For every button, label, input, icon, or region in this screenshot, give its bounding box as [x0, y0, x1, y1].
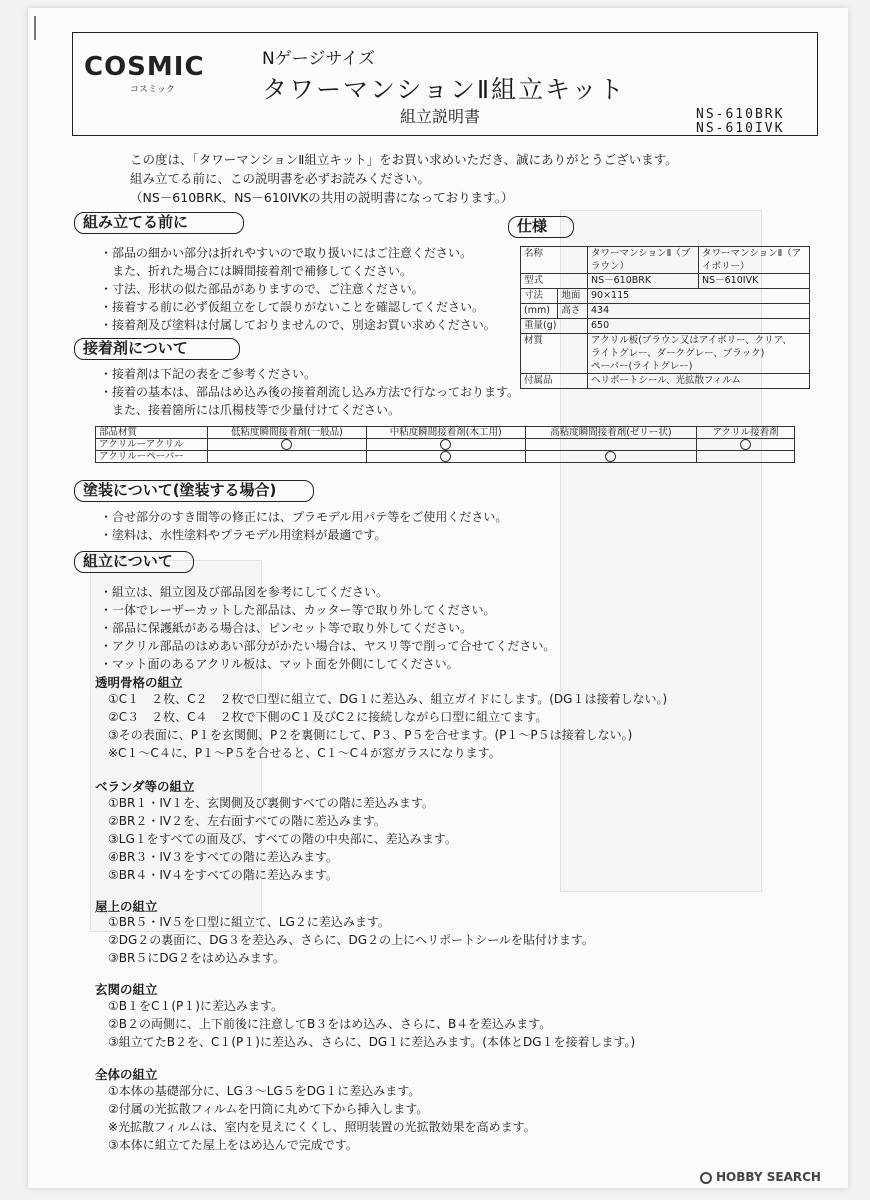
table-row: [521, 247, 810, 274]
table-row: [521, 374, 810, 389]
entrance-steps: [108, 997, 635, 1051]
section-heading-spec: 仕様: [508, 216, 574, 238]
document-name: 組立説明書: [400, 107, 481, 126]
intro-text: [130, 150, 678, 207]
spec-table: [520, 246, 810, 389]
logo-subtext: コスミック: [130, 85, 175, 95]
table-row: [521, 274, 810, 289]
logo-text: COSMIC: [84, 52, 205, 82]
step-item: ③その表面に、P１を玄関側、P２を裏側にして、P３、P５を合せます。(P１～P５は接着しない。): [108, 728, 633, 742]
frame-steps: [108, 690, 667, 762]
step-item: ②C３ ２枚、C４ ２枚で下側のC１及びC２に接続しながら口型に組立てます。: [108, 710, 548, 724]
table-cell: [525, 439, 697, 451]
list-item: ・一体でレーザーカットした部品は、カッター等で取り外してください。: [100, 603, 496, 617]
cosmic-logo: [84, 52, 205, 96]
veranda-steps: [108, 794, 457, 884]
before-list: [100, 244, 496, 334]
step-item: ③LG１をすべての面及び、すべての階の中央部に、差込みます。: [108, 832, 457, 846]
subsection-title-roof: 屋上の組立: [95, 899, 158, 914]
section-heading-before: 組み立てる前に: [74, 212, 244, 234]
column-header: 部品材質: [96, 427, 208, 439]
spec-sublabel: 地面: [558, 289, 588, 304]
list-item: また、折れた場合には瞬間接着剤で補修してください。: [100, 264, 413, 278]
table-cell: [208, 439, 367, 451]
table-cell: [208, 451, 367, 463]
circle-mark: [281, 439, 292, 450]
spec-value: タワーマンションⅡ（アイボリー）: [699, 247, 810, 274]
circle-mark: [605, 451, 616, 462]
spec-value: NS－610IVK: [699, 274, 810, 289]
subsection-title-entrance: 玄関の組立: [95, 982, 158, 997]
step-item: ③本体に組立てた屋上をはめ込んで完成です。: [108, 1138, 358, 1152]
table-cell: [366, 451, 525, 463]
table-row: [521, 289, 810, 304]
subsection-title-frame: 透明骨格の組立: [95, 675, 183, 690]
table-row: [96, 451, 795, 463]
step-item: ②B２の両側に、上下前後に注意してB３をはめ込み、さらに、B４を差込みます。: [108, 1017, 552, 1031]
intro-line: 組み立てる前に、この説明書を必ずお読みください。: [130, 171, 431, 186]
step-item: ※光拡散フィルムは、室内を見えにくくし、照明装置の光拡散効果を高めます。: [108, 1120, 536, 1134]
step-item: ⑤BR４・IV４をすべての階に差込みます。: [108, 868, 338, 882]
spec-value: 90×115: [588, 289, 810, 304]
step-item: ②BR２・IV２を、左右面すべての階に差込みます。: [108, 814, 386, 828]
whole-steps: [108, 1082, 536, 1154]
table-cell: [525, 451, 697, 463]
table-cell: [697, 451, 795, 463]
circle-mark: [440, 439, 451, 450]
step-item: ②DG２の裏面に、DG３を差込み、さらに、DG２の上にヘリポートシールを貼付けます。: [108, 933, 594, 947]
list-item: また、接着箇所には爪楊枝等で少量付けてください。: [100, 403, 401, 417]
step-item: ③BR５にDG２をはめ込みます。: [108, 951, 285, 965]
glue-list: [100, 365, 519, 419]
table-cell: [697, 439, 795, 451]
step-item: ①B１をC１(P１)に差込みます。: [108, 999, 284, 1013]
spec-label: 名称: [521, 247, 588, 274]
product-code-ivk: NS-610IVK: [696, 121, 785, 136]
roof-steps: [108, 913, 594, 967]
table-row: [96, 439, 795, 451]
list-item: ・合せ部分のすき間等の修正には、プラモデル用パテ等をご使用ください。: [100, 510, 508, 524]
step-item: ③組立てたB２を、C１(P１)に差込み、さらに、DG１に差込みます。(本体とDG１を接着します。): [108, 1035, 636, 1049]
spec-sublabel: 高さ: [558, 304, 588, 319]
list-item: ・組立は、組立図及び部品図を参考にしてください。: [100, 585, 389, 599]
watermark: [700, 1170, 821, 1184]
list-item: ・部品に保護紙がある場合は、ピンセット等で取り外してください。: [100, 621, 473, 635]
step-item: ①BR１・IV１を、玄関側及び裏側すべての階に差込みます。: [108, 796, 434, 810]
sheet-edge: [34, 16, 36, 40]
spec-label: (mm): [521, 304, 558, 319]
table-cell: [366, 439, 525, 451]
list-item: ・接着の基本は、部品はめ込み後の接着剤流し込み方法で行なっております。: [100, 385, 520, 399]
intro-line: （NS－610BRK、NS－610IVKの共用の説明書になっております。）: [130, 190, 514, 205]
list-item: ・部品の細かい部分は折れやすいので取り扱いにはご注意ください。: [100, 246, 473, 260]
section-heading-glue: 接着剤について: [74, 338, 240, 360]
list-item: ・アクリル部品のはめあい部分がかたい場合は、ヤスリ等で削って合せてください。: [100, 639, 556, 653]
list-item: ・接着する前に必ず仮組立をして誤りがないことを確認してください。: [100, 300, 485, 314]
spec-value: NS－610BRK: [588, 274, 699, 289]
circle-mark: [440, 451, 451, 462]
list-item: ・接着剤及び塗料は付属しておりませんので、別途お買い求めください。: [100, 318, 496, 332]
spec-label: 型式: [521, 274, 588, 289]
spec-label: 付属品: [521, 374, 588, 389]
paint-list: [100, 508, 507, 544]
spec-value: [588, 334, 810, 374]
step-item: ②付属の光拡散フィルムを円筒に丸めて下から挿入します。: [108, 1102, 429, 1116]
row-label: アクリルーペーパー: [96, 451, 208, 463]
list-item: ・塗料は、水性塗料やプラモデル用塗料が最適です。: [100, 528, 387, 542]
subsection-title-whole: 全体の組立: [95, 1067, 158, 1082]
column-header: 低粘度瞬間接着剤(一般品): [208, 427, 367, 439]
row-label: アクリルーアクリル: [96, 439, 208, 451]
column-header: アクリル接着剤: [697, 427, 795, 439]
spec-label: 材質: [521, 334, 588, 374]
table-row: [521, 319, 810, 334]
spec-value: ヘリポートシール、光拡散フィルム: [588, 374, 810, 389]
glue-table: [95, 426, 795, 463]
step-item: ①C１ ２枚、C２ ２枚で口型に組立て、DG１に差込み、組立ガイドにします。(DG１は接着しない。): [108, 692, 668, 706]
spec-value: 650: [588, 319, 810, 334]
list-item: ・マット面のあるアクリル板は、マット面を外側にしてください。: [100, 657, 459, 671]
table-row: [521, 304, 810, 319]
spec-label: 重量(g): [521, 319, 588, 334]
section-heading-assembly: 組立について: [74, 551, 194, 573]
step-item: ①本体の基礎部分に、LG３～LG５をDG１に差込みます。: [108, 1084, 421, 1098]
section-heading-paint: 塗装について(塗装する場合): [74, 480, 314, 502]
subsection-title-veranda: ベランダ等の組立: [95, 779, 195, 794]
list-item: ・寸法、形状の似た部品がありますので、ご注意ください。: [100, 282, 424, 296]
hobbysearch-logo-icon: [700, 1172, 712, 1184]
material-line: アクリル板(ブラウン又はアイボリー、クリア、: [591, 335, 792, 346]
spec-value: タワーマンションⅡ（ブラウン）: [588, 247, 699, 274]
assembly-list: [100, 583, 555, 673]
column-header: 中粘度瞬間接着剤(木工用): [366, 427, 525, 439]
step-item: ①BR５・IV５を口型に組立て、LG２に差込みます。: [108, 915, 390, 929]
step-item: ※C１～C４に、P１～P５を合せると、C１～C４が窓ガラスになります。: [108, 746, 501, 760]
subtitle: Nゲージサイズ: [262, 49, 376, 69]
watermark-text: HOBBY SEARCH: [716, 1170, 821, 1184]
spec-label: 寸法: [521, 289, 558, 304]
spec-value: 434: [588, 304, 810, 319]
circle-mark: [740, 439, 751, 450]
material-line: ペーパー(ライトグレー): [591, 361, 693, 372]
column-header: 高粘度瞬間接着剤(ゼリー状): [525, 427, 697, 439]
table-header-row: [96, 427, 795, 439]
table-row: [521, 334, 810, 374]
intro-line: この度は、「タワーマンションⅡ組立キット」をお買い求めいただき、誠にありがとうございます。: [130, 152, 678, 167]
page-title: タワーマンションⅡ組立キット: [262, 75, 626, 104]
list-item: ・接着剤は下記の表をご参考ください。: [100, 367, 317, 381]
step-item: ④BR３・IV３をすべての階に差込みます。: [108, 850, 338, 864]
product-code-brk: NS-610BRK: [696, 107, 785, 122]
material-line: ライトグレー、ダークグレー、ブラック): [591, 348, 765, 359]
